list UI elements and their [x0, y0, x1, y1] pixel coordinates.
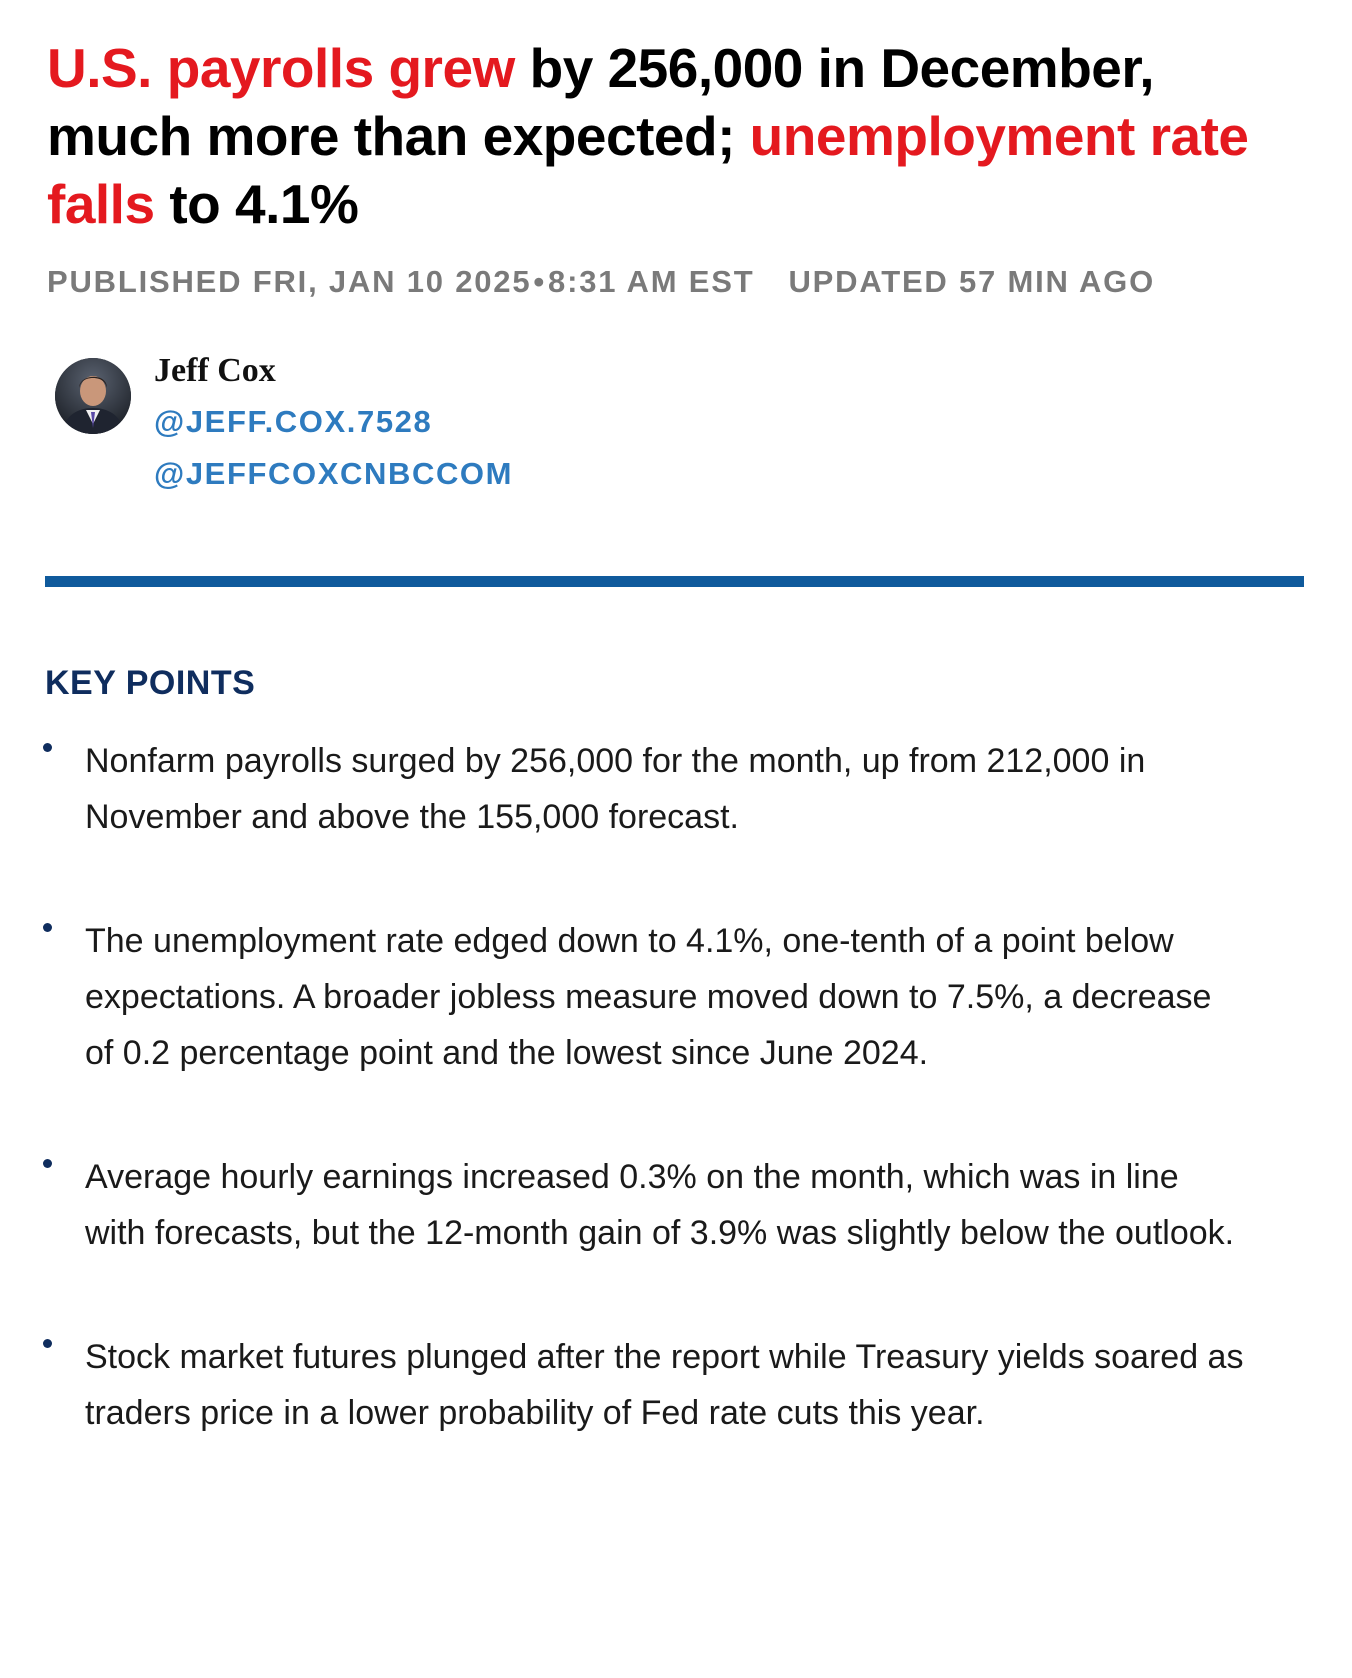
author-photo-icon: [55, 358, 131, 434]
headline-highlight-1: U.S. payrolls grew: [47, 37, 515, 99]
published-date: PUBLISHED FRI, JAN 10 2025: [47, 264, 532, 299]
author-twitter-link[interactable]: @JEFFCOXCNBCCOM: [154, 456, 514, 491]
author-name[interactable]: Jeff Cox: [154, 352, 276, 389]
bullet-icon: [43, 743, 52, 752]
key-point-text: Stock market futures plunged after the report while Treasury yields soared as traders price in a lower probability of Fed rate cuts this year.: [85, 1338, 1244, 1432]
headline-text-1: by 256,000 in December, much more than expected;: [47, 37, 1155, 167]
author-byline: [55, 352, 755, 512]
updated-time: UPDATED 57 MIN AGO: [788, 264, 1156, 299]
author-avatar[interactable]: [55, 358, 131, 434]
article-timestamps: [47, 264, 1307, 300]
author-facebook-link[interactable]: @JEFF.COX.7528: [154, 404, 433, 439]
published-time: 8:31 AM EST: [548, 264, 755, 299]
section-divider: [45, 576, 1304, 587]
key-point-item: [47, 913, 1247, 1081]
key-point-text: The unemployment rate edged down to 4.1%, one-tenth of a point below expectations. A broader jobless measure moved down to 7.5%, a decrease of 0.2 percentage point and the lowest since June 2024.: [85, 922, 1212, 1072]
article-headline: [47, 34, 1305, 238]
key-points-title: KEY POINTS: [45, 664, 256, 702]
key-point-item: [47, 1329, 1247, 1441]
key-point-item: [47, 733, 1247, 845]
bullet-icon: [43, 923, 52, 932]
key-point-text: Average hourly earnings increased 0.3% on the month, which was in line with forecasts, but the 12-month gain of 3.9% was slightly below the outlook.: [85, 1158, 1235, 1252]
headline-text-2: to 4.1%: [154, 173, 359, 235]
key-point-item: [47, 1149, 1247, 1261]
key-point-text: Nonfarm payrolls surged by 256,000 for the month, up from 212,000 in November and above the 155,000 forecast.: [85, 742, 1146, 836]
bullet-icon: [43, 1339, 52, 1348]
headline-highlight-2: unemployment rate falls: [47, 105, 1249, 235]
bullet-icon: [43, 1159, 52, 1168]
key-points-list: [47, 733, 1305, 1441]
meta-separator: •: [533, 264, 547, 299]
